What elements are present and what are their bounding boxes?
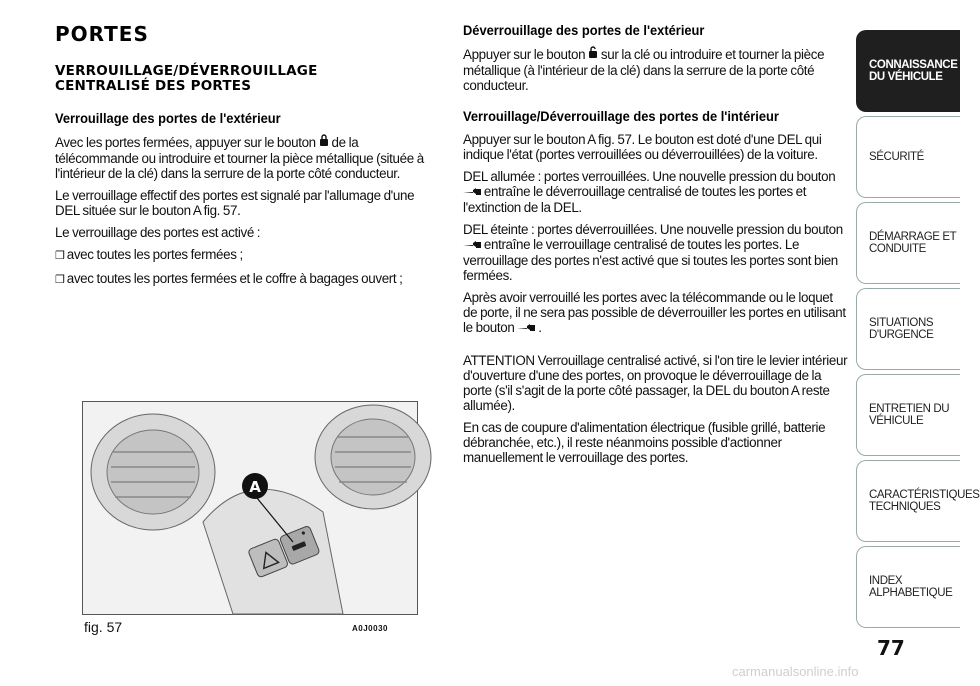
paragraph-exterior-unlock: Appuyer sur le bouton sur la clé ou introduire et tourner la pièce métallique (à l'intérieur de la clé) dans la serrure de la porte côté conducteur. bbox=[463, 47, 825, 93]
figure-code: A0J0030 bbox=[352, 624, 388, 633]
list-item: ❒ avec toutes les portes fermées ; bbox=[55, 247, 440, 264]
paragraph-lock-active: Le verrouillage des portes est activé : bbox=[55, 225, 261, 240]
page-number: 77 bbox=[877, 636, 905, 660]
tab-demarrage-et-conduite[interactable]: DÉMARRAGE ET CONDUITE bbox=[856, 202, 960, 284]
watermark: carmanualsonline.info bbox=[732, 664, 859, 679]
paragraph-led-on: DEL allumée : portes verrouillées. Une nouvelle pression du bouton entraîne le déverrouillage centralisé de toutes les portes et l'extinction de la DEL. bbox=[463, 169, 836, 215]
paragraph-led-off: DEL éteinte : portes déverrouillées. Une nouvelle pression du bouton entraîne le verrouillage centralisé de toutes les portes. Le verrouillage des portes n'est activé que si toutes les portes sont bien fermées. bbox=[463, 222, 843, 283]
tab-securite[interactable]: SÉCURITÉ bbox=[856, 116, 960, 198]
left-column bbox=[55, 22, 440, 295]
heading-exterior-lock: Verrouillage des portes de l'extérieur bbox=[55, 110, 281, 126]
section-title-line-1: VERROUILLAGE/DÉVERROUILLAGE bbox=[55, 63, 318, 79]
section-title-line-2: CENTRALISÉ DES PORTES bbox=[55, 78, 252, 94]
section-title bbox=[55, 64, 440, 94]
door-lock-button-icon bbox=[463, 185, 481, 200]
door-lock-button-icon bbox=[463, 238, 481, 253]
paragraph-lock-signal: Le verrouillage effectif des portes est signalé par l'allumage d'une DEL située sur le bouton A fig. 57. bbox=[55, 188, 415, 218]
figure-door-lock-button bbox=[82, 401, 418, 615]
unlock-icon bbox=[588, 46, 598, 63]
right-column bbox=[463, 22, 848, 472]
door-lock-button-icon bbox=[517, 321, 535, 336]
tab-caracteristiques-techniques[interactable]: CARACTÉRISTIQUES TECHNIQUES bbox=[856, 460, 960, 542]
paragraph-attention: ATTENTION Verrouillage centralisé activé, si l'on tire le levier intérieur d'ouverture d'une des portes, on provoque le déverrouillage de la porte (s'il s'agit de la porte côté passager, la DEL du bouton A reste allumée). bbox=[463, 353, 848, 413]
tab-situations-d-urgence[interactable]: SITUATIONS D'URGENCE bbox=[856, 288, 960, 370]
tab-connaissance-du-vehicule[interactable]: CONNAISSANCE DU VÉHICULE bbox=[856, 30, 960, 112]
tab-entretien-du-vehicule[interactable]: ENTRETIEN DU VÉHICULE bbox=[856, 374, 960, 456]
page-title: PORTES bbox=[55, 22, 149, 46]
paragraph-power-cut: En cas de coupure d'alimentation électrique (fusible grillé, batterie débranchée, etc.), il reste néanmoins possible d'actionner manuellement le verrouillage des portes. bbox=[463, 420, 826, 465]
chapter-tabs bbox=[856, 30, 980, 632]
lock-icon bbox=[319, 134, 329, 151]
tab-index-alphabetique[interactable]: INDEX ALPHABETIQUE bbox=[856, 546, 960, 628]
dashboard-illustration bbox=[83, 402, 417, 614]
paragraph-button-a: Appuyer sur le bouton A fig. 57. Le bouton est doté d'une DEL qui indique l'état (portes verrouillées ou déverrouillées) de la voiture. bbox=[463, 132, 822, 162]
callout-label-a: A bbox=[249, 478, 261, 496]
heading-interior-lock: Verrouillage/Déverrouillage des portes de l'intérieur bbox=[463, 108, 779, 124]
paragraph-after-lock: Après avoir verrouillé les portes avec la télécommande ou le loquet de porte, il ne sera pas possible de déverrouiller les portes en utilisant le bouton . bbox=[463, 290, 846, 335]
paragraph-exterior-lock: Avec les portes fermées, appuyer sur le bouton de la télécommande ou introduire et tourner la pièce métallique (située à l'intérieur de la clé) dans la serrure de la porte côté conducteur. bbox=[55, 135, 424, 181]
list-item: ❒ avec toutes les portes fermées et le coffre à bagages ouvert ; bbox=[55, 271, 440, 288]
figure-caption: fig. 57 bbox=[84, 619, 123, 635]
heading-exterior-unlock: Déverrouillage des portes de l'extérieur bbox=[463, 22, 705, 38]
